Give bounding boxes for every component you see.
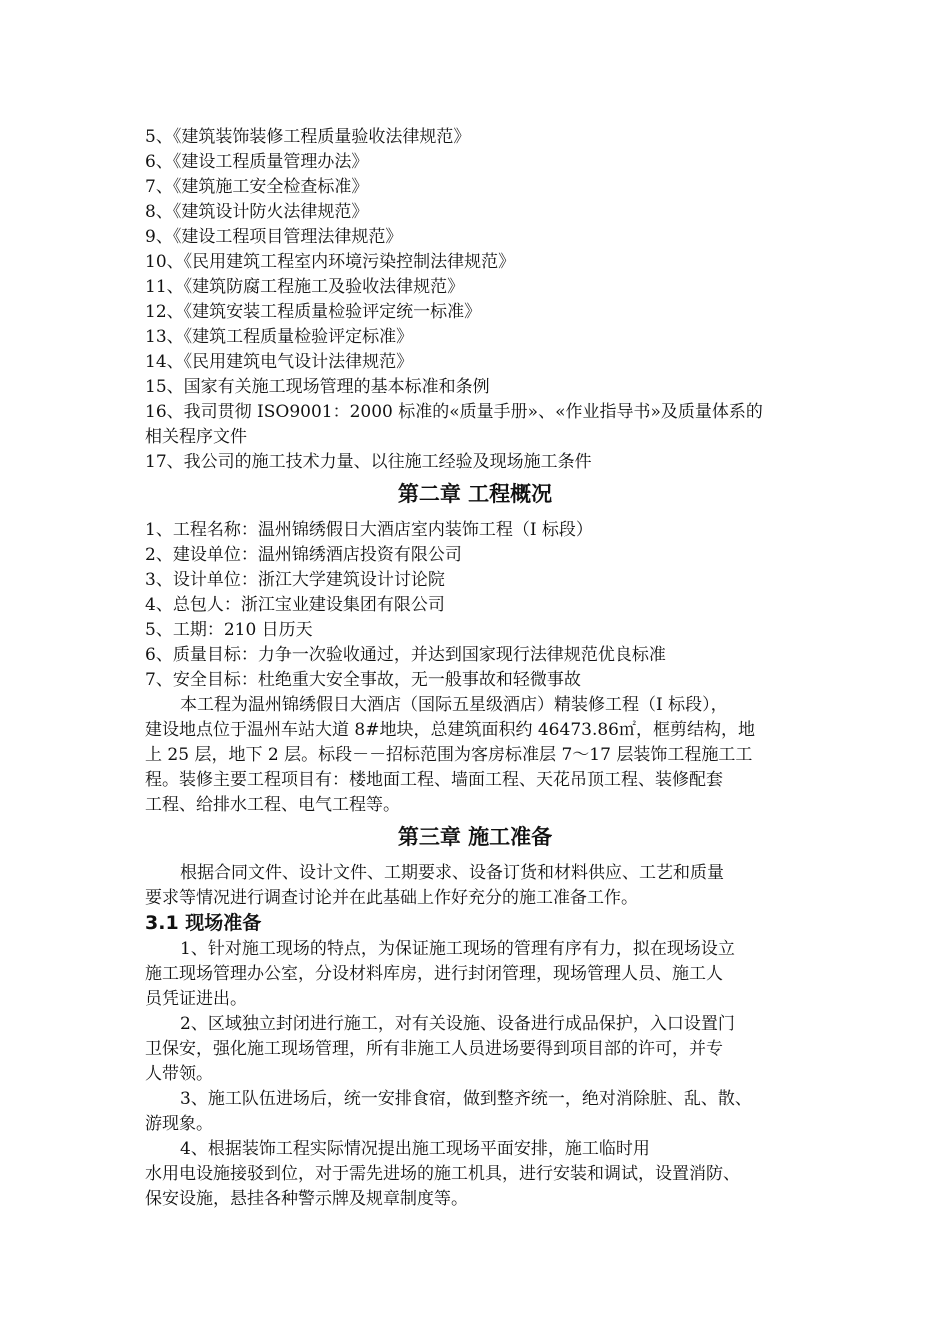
site-prep-paragraph-line: 施工现场管理办公室，分设材料库房，进行封闭管理，现场管理人员、施工人 xyxy=(145,964,723,984)
reference-item: 7、《建筑施工安全检查标准》 xyxy=(145,177,369,197)
reference-item: 8、《建筑设计防火法律规范》 xyxy=(145,202,369,222)
site-prep-paragraph-line: 卫保安，强化施工现场管理，所有非施工人员进场要得到项目部的许可，并专 xyxy=(145,1039,723,1059)
chapter-3-title: 第三章 施工准备 xyxy=(397,825,553,849)
reference-item: 5、《建筑装饰装修工程质量验收法律规范》 xyxy=(145,127,471,147)
site-prep-paragraph-line: 1、针对施工现场的特点，为保证施工现场的管理有序有力，拟在现场设立 xyxy=(180,939,735,959)
project-description-line: 上 25 层，地下 2 层。标段－－招标范围为客房标准层 7～17 层装饰工程施工工 xyxy=(145,745,753,765)
project-info-item: 5、工期：210 日历天 xyxy=(145,620,313,640)
site-prep-paragraph-line: 4、根据装饰工程实际情况提出施工现场平面安排，施工临时用 xyxy=(180,1139,650,1159)
project-info-item: 1、工程名称：温州锦绣假日大酒店室内装饰工程（I 标段） xyxy=(145,520,593,540)
project-info-item: 7、安全目标：杜绝重大安全事故，无一般事故和轻微事故 xyxy=(145,670,581,690)
site-prep-paragraph-line: 水用电设施接驳到位，对于需先进场的施工机具，进行安装和调试，设置消防、 xyxy=(145,1164,740,1184)
site-prep-paragraph-line: 3、施工队伍进场后，统一安排食宿，做到整齐统一，绝对消除脏、乱、散、 xyxy=(180,1089,752,1109)
site-prep-paragraph-line: 人带领。 xyxy=(145,1064,213,1084)
reference-item: 13、《建筑工程质量检验评定标准》 xyxy=(145,327,414,347)
reference-item-continued: 相关程序文件 xyxy=(145,427,247,447)
project-description-line: 本工程为温州锦绣假日大酒店（国际五星级酒店）精装修工程（I 标段）， xyxy=(180,695,728,715)
site-prep-paragraph-line: 员凭证进出。 xyxy=(145,989,247,1009)
project-info-item: 4、总包人：浙江宝业建设集团有限公司 xyxy=(145,595,445,615)
project-info-item: 6、质量目标：力争一次验收通过，并达到国家现行法律规范优良标准 xyxy=(145,645,666,665)
chapter-3-intro-line: 要求等情况进行调查讨论并在此基础上作好充分的施工准备工作。 xyxy=(145,888,638,908)
reference-item: 10、《民用建筑工程室内环境污染控制法律规范》 xyxy=(145,252,516,272)
reference-item: 15、国家有关施工现场管理的基本标准和条例 xyxy=(145,377,490,397)
reference-item: 9、《建设工程项目管理法律规范》 xyxy=(145,227,403,247)
reference-item: 12、《建筑安装工程质量检验评定统一标准》 xyxy=(145,302,482,322)
project-description-line: 建设地点位于温州车站大道 8#地块，总建筑面积约 46473.86㎡，框剪结构，地 xyxy=(145,720,755,740)
site-prep-paragraph-line: 保安设施，悬挂各种警示牌及规章制度等。 xyxy=(145,1189,468,1209)
chapter-2-title: 第二章 工程概况 xyxy=(397,482,553,506)
chapter-3-intro-line: 根据合同文件、设计文件、工期要求、设备订货和材料供应、工艺和质量 xyxy=(180,863,724,883)
project-description-line: 程。装修主要工程项目有：楼地面工程、墙面工程、天花吊顶工程、装修配套 xyxy=(145,770,723,790)
reference-item: 17、我公司的施工技术力量、以往施工经验及现场施工条件 xyxy=(145,452,592,472)
reference-item: 11、《建筑防腐工程施工及验收法律规范》 xyxy=(145,277,465,297)
project-info-item: 2、建设单位：温州锦绣酒店投资有限公司 xyxy=(145,545,462,565)
reference-item: 14、《民用建筑电气设计法律规范》 xyxy=(145,352,414,372)
project-info-item: 3、设计单位：浙江大学建筑设计讨论院 xyxy=(145,570,445,590)
reference-item: 16、我司贯彻 ISO9001：2000 标准的«质量手册»、«作业指导书»及质量体系的 xyxy=(145,402,763,422)
section-3-1-title: 3.1 现场准备 xyxy=(145,912,262,934)
project-description-line: 工程、给排水工程、电气工程等。 xyxy=(145,795,400,815)
reference-item: 6、《建设工程质量管理办法》 xyxy=(145,152,369,172)
site-prep-paragraph-line: 2、区域独立封闭进行施工，对有关设施、设备进行成品保护，入口设置门 xyxy=(180,1014,735,1034)
site-prep-paragraph-line: 游现象。 xyxy=(145,1114,213,1134)
